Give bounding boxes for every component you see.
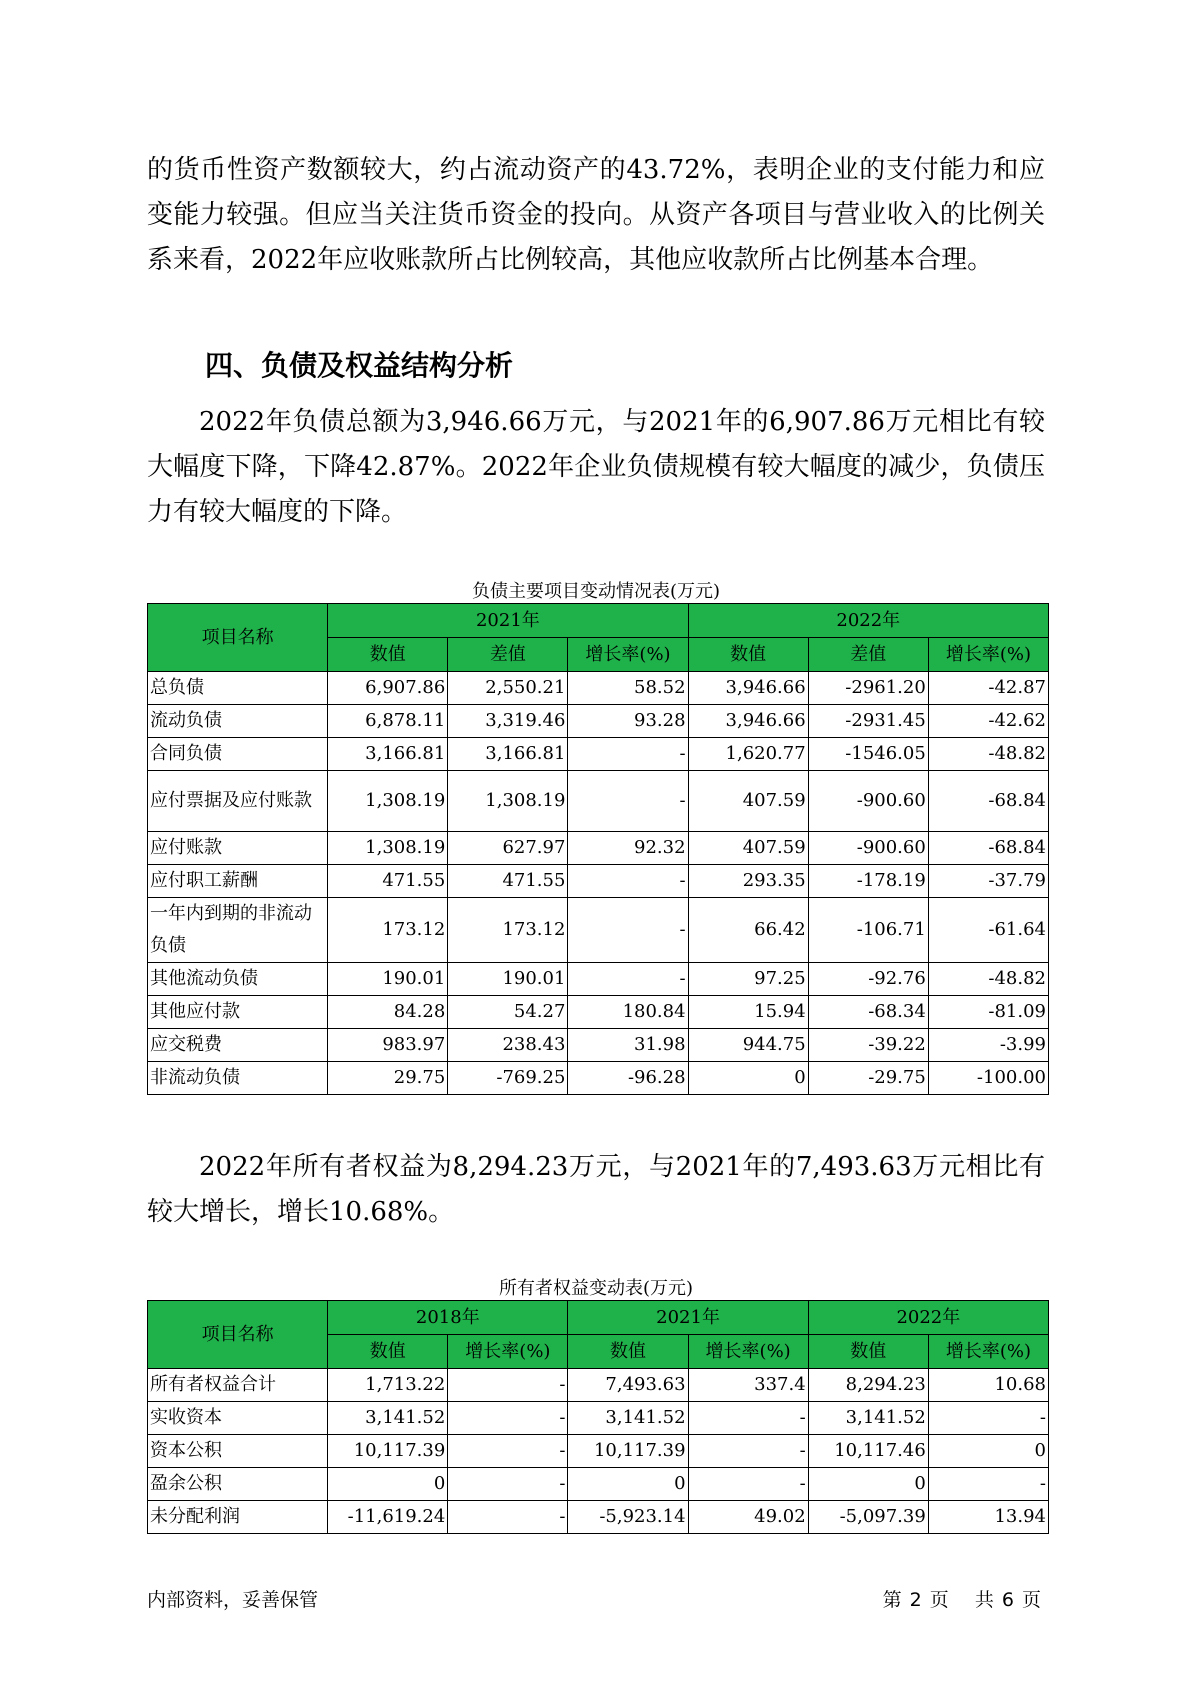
value-2021: 471.55 (328, 865, 448, 898)
value-2022: 944.75 (688, 1029, 808, 1062)
row-name: 未分配利润 (148, 1501, 328, 1534)
value-2021: 3,141.52 (568, 1402, 688, 1435)
row-name: 实收资本 (148, 1402, 328, 1435)
value-2021: 84.28 (328, 996, 448, 1029)
footer-confidential-note: 内部资料，妥善保管 (147, 1589, 319, 1611)
paragraph-1: 的货币性资产数额较大，约占流动资产的43.72%，表明企业的支付能力和应变能力较强。但应当关注货币资金的投向。从资产各项目与营业收入的比例关系来看，2022年应收账款所占比例较高，其他应收款所占比例基本合理。 (147, 155, 1045, 275)
value-2018: 1,713.22 (328, 1369, 448, 1402)
header-value: 数值 (688, 638, 808, 672)
growth-2022: 10.68 (928, 1369, 1048, 1402)
table2-caption: 所有者权益变动表(万元) (498, 1278, 694, 1299)
value-2018: 0 (328, 1468, 448, 1501)
diff-2022: -900.60 (808, 832, 928, 865)
growth-2021: 337.4 (688, 1369, 808, 1402)
growth-2018: - (448, 1501, 568, 1534)
growth-2021: - (568, 963, 688, 996)
table1-caption: 负债主要项目变动情况表(万元) (471, 581, 721, 602)
growth-2021: 58.52 (568, 672, 688, 705)
value-2021: 6,907.86 (328, 672, 448, 705)
diff-2021: 471.55 (448, 865, 568, 898)
value-2022: 15.94 (688, 996, 808, 1029)
value-2021: -5,923.14 (568, 1501, 688, 1534)
header-year-2018: 2018年 (328, 1301, 568, 1335)
value-2022: 407.59 (688, 771, 808, 832)
header-growth: 增长率(%) (448, 1335, 568, 1369)
value-2018: 3,141.52 (328, 1402, 448, 1435)
diff-2022: -178.19 (808, 865, 928, 898)
value-2018: -11,619.24 (328, 1501, 448, 1534)
growth-2022: -100.00 (928, 1062, 1048, 1095)
growth-2022: -37.79 (928, 865, 1048, 898)
row-name: 一年内到期的非流动负债 (148, 898, 328, 963)
growth-2021: - (568, 865, 688, 898)
growth-2022: -42.87 (928, 672, 1048, 705)
table-row (148, 1501, 1049, 1534)
table-row (148, 1062, 1049, 1095)
value-2021: 0 (568, 1468, 688, 1501)
equity-table (147, 1300, 1049, 1534)
growth-2021: - (688, 1468, 808, 1501)
header-item-name: 项目名称 (148, 1301, 328, 1369)
table-row (148, 865, 1049, 898)
row-name: 盈余公积 (148, 1468, 328, 1501)
value-2021: 983.97 (328, 1029, 448, 1062)
header-diff: 差值 (808, 638, 928, 672)
table-row (148, 771, 1049, 832)
diff-2021: 3,319.46 (448, 705, 568, 738)
growth-2021: - (688, 1435, 808, 1468)
growth-2021: 92.32 (568, 832, 688, 865)
diff-2021: 173.12 (448, 898, 568, 963)
diff-2021: 627.97 (448, 832, 568, 865)
growth-2022: -42.62 (928, 705, 1048, 738)
row-name: 应付账款 (148, 832, 328, 865)
value-2021: 29.75 (328, 1062, 448, 1095)
value-2022: 8,294.23 (808, 1369, 928, 1402)
value-2022: 10,117.46 (808, 1435, 928, 1468)
paragraph-3: 2022年所有者权益为8,294.23万元，与2021年的7,493.63万元相比有较大增长，增长10.68%。 (147, 1152, 1045, 1227)
table-row (148, 672, 1049, 705)
page-unit: 页 (929, 1589, 949, 1611)
diff-2022: -2931.45 (808, 705, 928, 738)
header-value: 数值 (808, 1335, 928, 1369)
value-2022: 3,946.66 (688, 672, 808, 705)
value-2022: 407.59 (688, 832, 808, 865)
header-value: 数值 (328, 1335, 448, 1369)
value-2022: 97.25 (688, 963, 808, 996)
growth-2021: 93.28 (568, 705, 688, 738)
table-row (148, 1369, 1049, 1402)
growth-2021: - (568, 898, 688, 963)
row-name: 其他流动负债 (148, 963, 328, 996)
row-name: 合同负债 (148, 738, 328, 771)
growth-2021: - (688, 1402, 808, 1435)
diff-2021: 54.27 (448, 996, 568, 1029)
header-year-2022: 2022年 (808, 1301, 1048, 1335)
footer-page-number (879, 1585, 1045, 1612)
value-2022: 66.42 (688, 898, 808, 963)
diff-2021: 3,166.81 (448, 738, 568, 771)
value-2021: 3,166.81 (328, 738, 448, 771)
diff-2022: -1546.05 (808, 738, 928, 771)
table-row (148, 832, 1049, 865)
value-2022: 293.35 (688, 865, 808, 898)
diff-2022: -39.22 (808, 1029, 928, 1062)
page-prefix: 第 (882, 1589, 902, 1611)
value-2021: 10,117.39 (568, 1435, 688, 1468)
table-row (148, 1435, 1049, 1468)
diff-2021: 1,308.19 (448, 771, 568, 832)
header-year-2021: 2021年 (568, 1301, 808, 1335)
header-diff: 差值 (448, 638, 568, 672)
growth-2021: -96.28 (568, 1062, 688, 1095)
header-year-2021: 2021年 (328, 604, 688, 638)
diff-2022: -68.34 (808, 996, 928, 1029)
diff-2021: 190.01 (448, 963, 568, 996)
growth-2022: -48.82 (928, 738, 1048, 771)
diff-2022: -92.76 (808, 963, 928, 996)
page-number: 2 (909, 1589, 922, 1611)
growth-2022: -3.99 (928, 1029, 1048, 1062)
growth-2018: - (448, 1369, 568, 1402)
row-name: 流动负债 (148, 705, 328, 738)
total-unit: 页 (1021, 1589, 1041, 1611)
row-name: 应付职工薪酬 (148, 865, 328, 898)
growth-2018: - (448, 1435, 568, 1468)
value-2021: 173.12 (328, 898, 448, 963)
header-growth: 增长率(%) (688, 1335, 808, 1369)
table-row (148, 996, 1049, 1029)
diff-2022: -2961.20 (808, 672, 928, 705)
header-item-name: 项目名称 (148, 604, 328, 672)
diff-2022: -900.60 (808, 771, 928, 832)
growth-2022: -68.84 (928, 771, 1048, 832)
growth-2022: 13.94 (928, 1501, 1048, 1534)
value-2022: 1,620.77 (688, 738, 808, 771)
growth-2022: -81.09 (928, 996, 1048, 1029)
table-row (148, 1029, 1049, 1062)
header-year-2022: 2022年 (688, 604, 1048, 638)
value-2022: 0 (808, 1468, 928, 1501)
value-2022: 3,141.52 (808, 1402, 928, 1435)
growth-2022: 0 (928, 1435, 1048, 1468)
growth-2022: -61.64 (928, 898, 1048, 963)
row-name: 应付票据及应付账款 (148, 771, 328, 832)
section-heading: 四、负债及权益结构分析 (205, 349, 514, 382)
header-growth: 增长率(%) (928, 638, 1048, 672)
diff-2022: -29.75 (808, 1062, 928, 1095)
header-value: 数值 (328, 638, 448, 672)
row-name: 非流动负债 (148, 1062, 328, 1095)
growth-2018: - (448, 1468, 568, 1501)
row-name: 所有者权益合计 (148, 1369, 328, 1402)
growth-2018: - (448, 1402, 568, 1435)
table-row (148, 738, 1049, 771)
growth-2021: 31.98 (568, 1029, 688, 1062)
row-name: 其他应付款 (148, 996, 328, 1029)
growth-2021: 180.84 (568, 996, 688, 1029)
diff-2021: 2,550.21 (448, 672, 568, 705)
growth-2022: -68.84 (928, 832, 1048, 865)
diff-2021: -769.25 (448, 1062, 568, 1095)
value-2021: 1,308.19 (328, 832, 448, 865)
row-name: 总负债 (148, 672, 328, 705)
table-row (148, 963, 1049, 996)
value-2022: 0 (688, 1062, 808, 1095)
value-2021: 7,493.63 (568, 1369, 688, 1402)
value-2021: 190.01 (328, 963, 448, 996)
header-value: 数值 (568, 1335, 688, 1369)
value-2018: 10,117.39 (328, 1435, 448, 1468)
growth-2022: -48.82 (928, 963, 1048, 996)
value-2021: 1,308.19 (328, 771, 448, 832)
value-2022: -5,097.39 (808, 1501, 928, 1534)
growth-2021: - (568, 738, 688, 771)
table-row (148, 1402, 1049, 1435)
value-2022: 3,946.66 (688, 705, 808, 738)
row-name: 应交税费 (148, 1029, 328, 1062)
table-row (148, 898, 1049, 963)
growth-2021: 49.02 (688, 1501, 808, 1534)
table-row (148, 1468, 1049, 1501)
total-prefix: 共 (974, 1589, 994, 1611)
growth-2021: - (568, 771, 688, 832)
diff-2021: 238.43 (448, 1029, 568, 1062)
header-growth: 增长率(%) (928, 1335, 1048, 1369)
header-growth: 增长率(%) (568, 638, 688, 672)
table-row (148, 705, 1049, 738)
row-name: 资本公积 (148, 1435, 328, 1468)
value-2021: 6,878.11 (328, 705, 448, 738)
growth-2022: - (928, 1468, 1048, 1501)
paragraph-2: 2022年负债总额为3,946.66万元，与2021年的6,907.86万元相比有较大幅度下降，下降42.87%。2022年企业负债规模有较大幅度的减少，负债压力有较大幅度的下降。 (147, 407, 1045, 527)
growth-2022: - (928, 1402, 1048, 1435)
diff-2022: -106.71 (808, 898, 928, 963)
total-pages: 6 (1001, 1589, 1014, 1611)
liabilities-table (147, 603, 1049, 1095)
